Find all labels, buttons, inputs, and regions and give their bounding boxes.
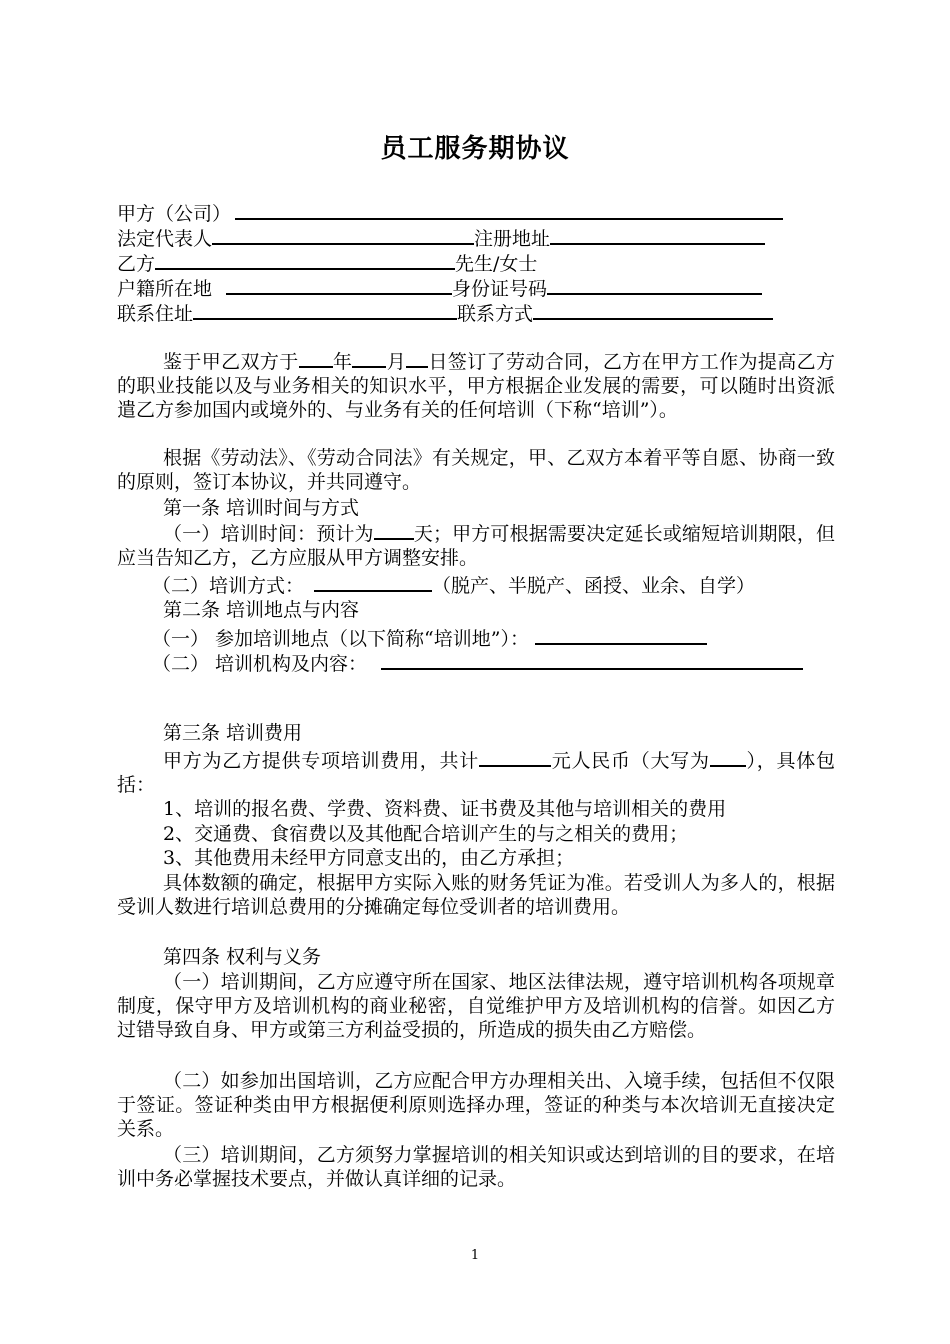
article-4-paragraph-3: （三）培训期间，乙方须努力掌握培训的相关知识或达到培训的目的要求，在培训中务必掌握技术要点，并做认真详细的记录。 (117, 1144, 835, 1191)
household-blank[interactable] (226, 275, 452, 295)
party-a-label: 甲方（公司） (117, 203, 232, 225)
sign-month-blank[interactable] (352, 348, 386, 368)
article-2-org: （二） 培训机构及内容： (152, 650, 803, 676)
party-b-label: 乙方 (117, 253, 156, 275)
fee-amount-blank[interactable] (479, 747, 551, 767)
household-row (117, 275, 762, 301)
address-row (117, 300, 773, 326)
article-3-note: 具体数额的确定，根据甲方实际入账的财务凭证为准。若受训人为多人的，根据受训人数进行培训总费用的分摊确定每位受训者的培训费用。 (117, 872, 835, 919)
training-mode-blank[interactable] (314, 572, 432, 592)
article-1-heading: 第一条 培训时间与方式 (163, 497, 360, 519)
article-4-heading: 第四条 权利与义务 (163, 946, 322, 968)
training-org-blank[interactable] (381, 650, 803, 670)
contact-blank[interactable] (533, 300, 773, 320)
household-label: 户籍所在地 (117, 278, 213, 300)
party-a-row (117, 200, 783, 226)
legal-rep-blank[interactable] (212, 225, 474, 245)
sign-year-blank[interactable] (299, 348, 333, 368)
party-a-blank[interactable] (235, 200, 783, 220)
article-3-heading: 第三条 培训费用 (163, 722, 303, 744)
id-number-blank[interactable] (547, 275, 762, 295)
address-label: 联系住址 (117, 303, 194, 325)
intro-paragraph-1: 鉴于甲乙双方于 年 月 日签订了劳动合同，乙方在甲方工作为提高乙方的职业技能以及与业务相关的知识水平，甲方根据企业发展的需要，可以随时出资派遣乙方参加国内或境外的、与业务有关的任何培训（下称“培训”）。 (117, 348, 835, 423)
contact-label: 联系方式 (457, 303, 534, 325)
party-b-row (117, 250, 537, 276)
training-days-blank[interactable] (374, 520, 414, 540)
intro-paragraph-2: 根据《劳动法》、《劳动合同法》有关规定，甲、乙双方本着平等自愿、协商一致的原则，签订本协议，并共同遵守。 (117, 447, 835, 494)
legal-rep-row (117, 225, 765, 251)
article-2-heading: 第二条 培训地点与内容 (163, 599, 360, 621)
article-4-paragraph-2: （二）如参加出国培训，乙方应配合甲方办理相关出、入境手续，包括但不仅限于签证。签证种类由甲方根据便利原则选择办理，签证的种类与本次培训无直接决定关系。 (117, 1070, 835, 1141)
sign-day-blank[interactable] (406, 348, 428, 368)
training-place-blank[interactable] (535, 625, 707, 645)
page-number: 1 (470, 1248, 480, 1263)
reg-address-blank[interactable] (550, 225, 765, 245)
address-blank[interactable] (193, 300, 457, 320)
reg-address-label: 注册地址 (474, 228, 551, 250)
article-2-place: （一） 参加培训地点（以下简称“培训地”）： (152, 625, 707, 651)
document-title: 员工服务期协议 (380, 134, 570, 164)
article-4-paragraph-1: （一）培训期间，乙方应遵守所在国家、地区法律法规，遵守培训机构各项规章制度，保守甲方及培训机构的商业秘密，自觉维护甲方及培训机构的信誉。如因乙方过错导致自身、甲方或第三方利益受损的，所造成的损失由乙方赔偿。 (117, 971, 835, 1042)
id-number-label: 身份证号码 (452, 278, 548, 300)
article-3-fee: 甲方为乙方提供专项培训费用，共计 元人民币（大写为 ），具体包括： (117, 747, 835, 797)
legal-rep-label: 法定代表人 (117, 228, 213, 250)
article-3-item-3: 3、其他费用未经甲方同意支出的，由乙方承担； (163, 847, 575, 869)
fee-capital-blank[interactable] (710, 747, 746, 767)
gender-label: 先生/女士 (455, 253, 538, 275)
article-3-item-2: 2、交通费、食宿费以及其他配合培训产生的与之相关的费用； (163, 823, 689, 845)
article-1-mode: （二）培训方式： （脱产、半脱产、函授、业余、自学） (152, 572, 755, 598)
party-b-blank[interactable] (155, 250, 455, 270)
article-3-item-1: 1、培训的报名费、学费、资料费、证书费及其他与培训相关的费用 (163, 798, 727, 820)
article-1-time: （一）培训时间：预计为 天；甲方可根据需要决定延长或缩短培训期限，但应当告知乙方，乙方应服从甲方调整安排。 (117, 520, 835, 570)
